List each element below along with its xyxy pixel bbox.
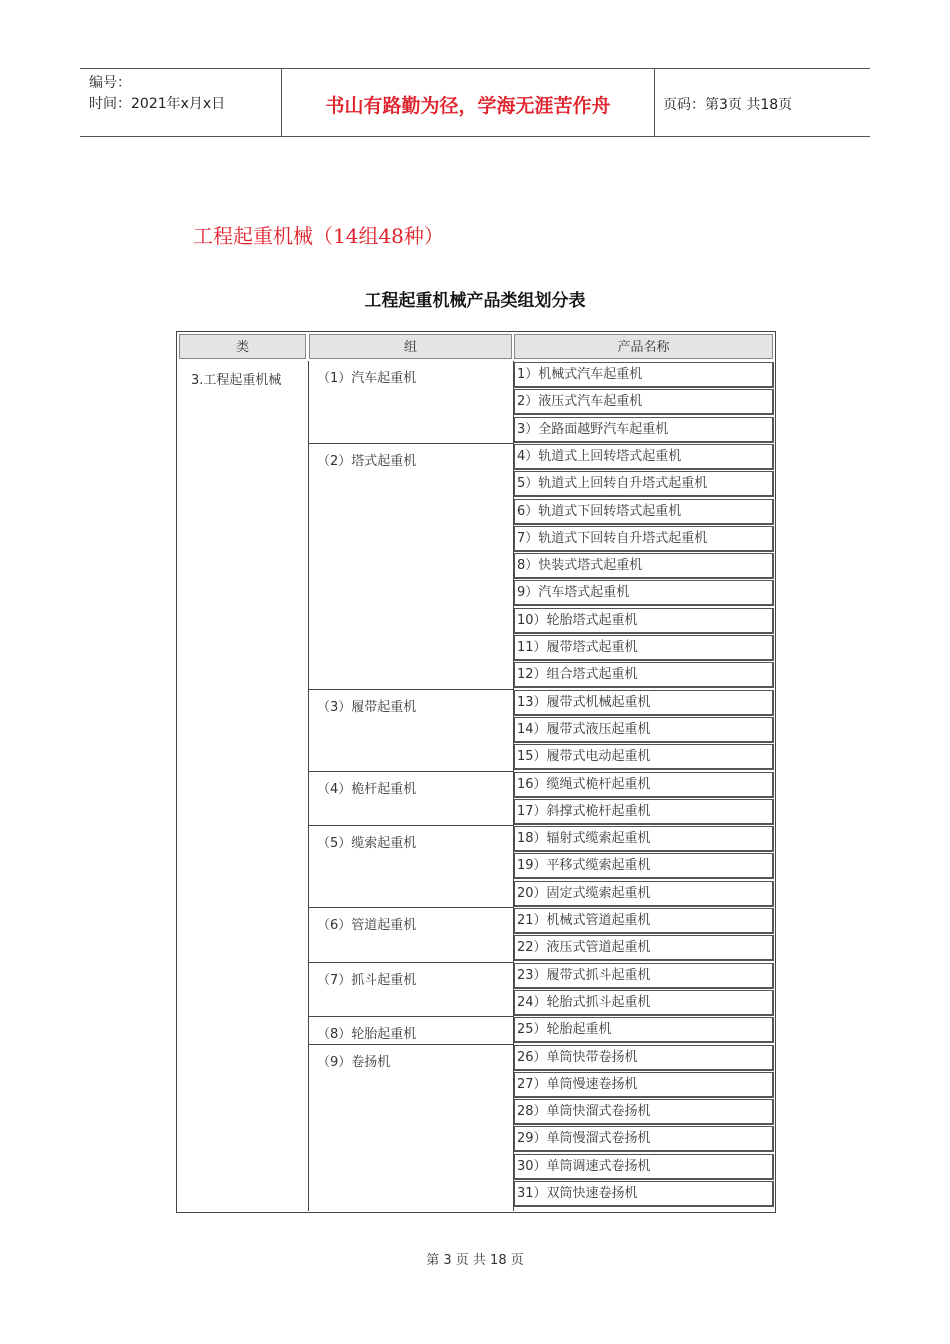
product-cell: 18）辐射式缆索起重机	[514, 826, 774, 852]
product-cell: 22）液压式管道起重机	[514, 935, 774, 961]
product-cell: 13）履带式机械起重机	[514, 690, 774, 716]
group-cell	[309, 962, 513, 1017]
product-cell: 24）轮胎式抓斗起重机	[514, 990, 774, 1016]
product-cell: 28）单筒快溜式卷扬机	[514, 1099, 774, 1125]
header-product: 产品名称	[514, 334, 773, 359]
product-cell: 16）缆绳式桅杆起重机	[514, 772, 774, 798]
group-cell	[309, 443, 513, 689]
product-cell: 12）组合塔式起重机	[514, 662, 774, 688]
group-label: （4）桅杆起重机	[317, 781, 417, 797]
group-label: （3）履带起重机	[317, 699, 417, 715]
group-label: （8）轮胎起重机	[317, 1027, 417, 1043]
product-cell: 19）平移式缆索起重机	[514, 853, 774, 879]
product-cell: 10）轮胎塔式起重机	[514, 608, 774, 634]
product-cell: 26）单筒快带卷扬机	[514, 1045, 774, 1071]
header-page-info: 页码：第3页 共18页	[663, 97, 793, 113]
header-motto: 书山有路勤为径，学海无涯苦作舟	[325, 95, 611, 117]
product-cell: 29）单筒慢溜式卷扬机	[514, 1126, 774, 1152]
product-cell: 27）单筒慢速卷扬机	[514, 1072, 774, 1098]
header-divider	[654, 69, 655, 136]
product-cell: 20）固定式缆索起重机	[514, 881, 774, 907]
time-label: 时间：2021年x月x日	[89, 96, 226, 112]
category-cell	[177, 361, 307, 1211]
product-cell: 30）单筒调速式卷扬机	[514, 1154, 774, 1180]
group-label: （6）管道起重机	[317, 918, 417, 933]
product-cell: 8）快装式塔式起重机	[514, 553, 774, 579]
product-cell: 15）履带式电动起重机	[514, 744, 774, 770]
number-label: 编号：	[89, 75, 131, 91]
group-cell	[309, 361, 513, 443]
product-cell: 21）机械式管道起重机	[514, 908, 774, 934]
group-label: （7）抓斗起重机	[317, 972, 417, 988]
product-cell: 9）汽车塔式起重机	[514, 580, 774, 606]
product-cell: 5）轨道式上回转自升塔式起重机	[514, 471, 774, 497]
page-footer: 第 3 页 共 18 页	[426, 1253, 524, 1268]
product-cell: 11）履带塔式起重机	[514, 635, 774, 661]
group-cell	[309, 689, 513, 771]
product-cell: 4）轨道式上回转塔式起重机	[514, 444, 774, 470]
group-label: （2）塔式起重机	[317, 453, 417, 469]
group-cell	[309, 907, 513, 962]
category-label: 3.工程起重机械	[191, 373, 282, 388]
product-cell: 14）履带式液压起重机	[514, 717, 774, 743]
product-cell: 2）液压式汽车起重机	[514, 389, 774, 415]
product-cell: 6）轨道式下回转塔式起重机	[514, 499, 774, 525]
group-label: （9）卷扬机	[317, 1054, 391, 1070]
group-label: （1）汽车起重机	[317, 371, 417, 386]
group-label: （5）缆索起重机	[317, 836, 417, 852]
header-meta	[89, 73, 225, 115]
group-cell	[309, 1016, 513, 1043]
table-title: 工程起重机械产品类组划分表	[364, 291, 586, 311]
product-cell: 31）双筒快速卷扬机	[514, 1181, 774, 1207]
section-title: 工程起重机械（14组48种）	[193, 224, 444, 248]
product-cell: 7）轨道式下回转自升塔式起重机	[514, 526, 774, 552]
product-cell: 3）全路面越野汽车起重机	[514, 417, 774, 443]
group-cell	[309, 771, 513, 826]
page-header	[80, 68, 870, 137]
product-cell: 23）履带式抓斗起重机	[514, 963, 774, 989]
product-cell: 25）轮胎起重机	[514, 1017, 774, 1043]
product-cell: 17）斜撑式桅杆起重机	[514, 799, 774, 825]
classification-table	[176, 331, 776, 1213]
header-group: 组	[309, 334, 512, 359]
group-cell	[309, 825, 513, 907]
group-cell	[309, 1044, 513, 1208]
header-category: 类	[179, 334, 306, 359]
product-cell: 1）机械式汽车起重机	[514, 362, 774, 388]
